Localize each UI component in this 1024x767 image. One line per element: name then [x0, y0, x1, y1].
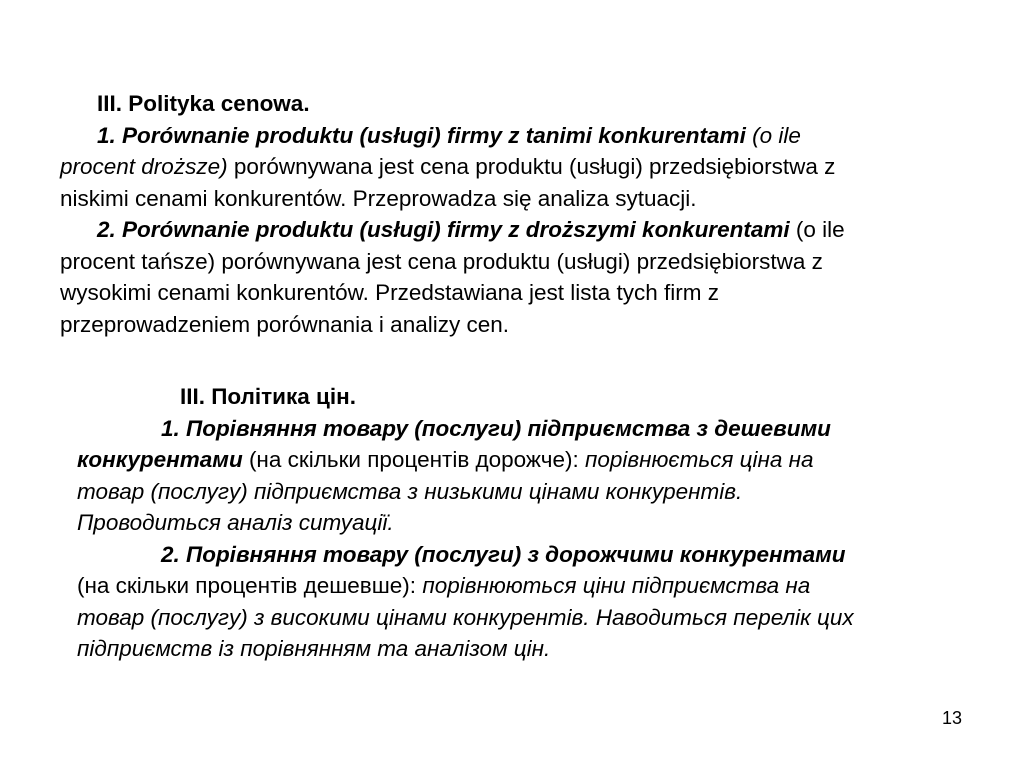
ukrainian-item1-italic1: порівнюється ціна на [584, 447, 814, 472]
ukrainian-item1-italic3: Проводиться аналіз ситуації. [77, 510, 394, 535]
polish-item2-text2: wysokimi cenami konkurentów. Przedstawiana jest lista tych firm z [60, 280, 719, 305]
polish-section-title: III. Polityka cenowa. [97, 91, 310, 116]
polish-item2-line1 [60, 214, 990, 246]
ukrainian-item1-lead1: 1. Порівняння товару (послуги) підприємства з дешевими [161, 415, 831, 441]
ukrainian-item2-normal: (на скільки процентів дешевше): [77, 573, 423, 598]
polish-text-block [60, 88, 990, 340]
ukrainian-item2-italic2: товар (послугу) з високими цінами конкурентів. Наводиться перелік цих [77, 604, 854, 630]
polish-item2-lead: 2. Porównanie produktu (usługi) firmy z droższymi konkurentami [97, 217, 790, 242]
page-number: 13 [941, 708, 962, 728]
polish-item1-paren-cont: procent droższe) [60, 154, 228, 179]
ukrainian-item1-italic2: товар (послугу) підприємства з низькими цінами конкурентів. [77, 478, 743, 504]
polish-item2-text3: przeprowadzeniem porównania i analizy cen. [60, 311, 510, 337]
ukrainian-item1-normal: (на скільки процентів дорожче): [242, 447, 585, 472]
ukrainian-item1-lead2: конкурентами [77, 447, 243, 472]
polish-item2-text0: (o ile [789, 217, 845, 242]
ukrainian-item2-italic3: підприємств із порівнянням та аналізом цін. [77, 636, 551, 661]
ukrainian-section-title: ІІІ. Політика цін. [180, 384, 356, 409]
polish-item1-paren-open: (o ile [745, 122, 801, 148]
polish-item1-lead: 1. Porównanie produktu (usługi) firmy z tanimi konkurentami [97, 122, 746, 148]
ukrainian-item2-lead: 2. Порівняння товару (послуги) з дорожчими конкурентами [161, 541, 846, 567]
ukrainian-text-block [77, 381, 1007, 665]
ukrainian-item2-line2 [77, 570, 1007, 602]
ukrainian-item2-italic1: порівнюються ціни підприємства на [422, 573, 811, 598]
ukrainian-item1-line2 [77, 444, 1007, 476]
polish-item1-text2: niskimi cenami konkurentów. Przeprowadza się analiza sytuacji. [60, 185, 697, 211]
polish-item1-line1 [60, 120, 990, 152]
polish-item1-text1: porównywana jest cena produktu (usługi) przedsiębiorstwa z [227, 154, 836, 179]
polish-item2-text1: procent tańsze) porównywana jest cena produktu (usługi) przedsiębiorstwa z [60, 248, 823, 274]
polish-item1-line2 [60, 151, 990, 183]
